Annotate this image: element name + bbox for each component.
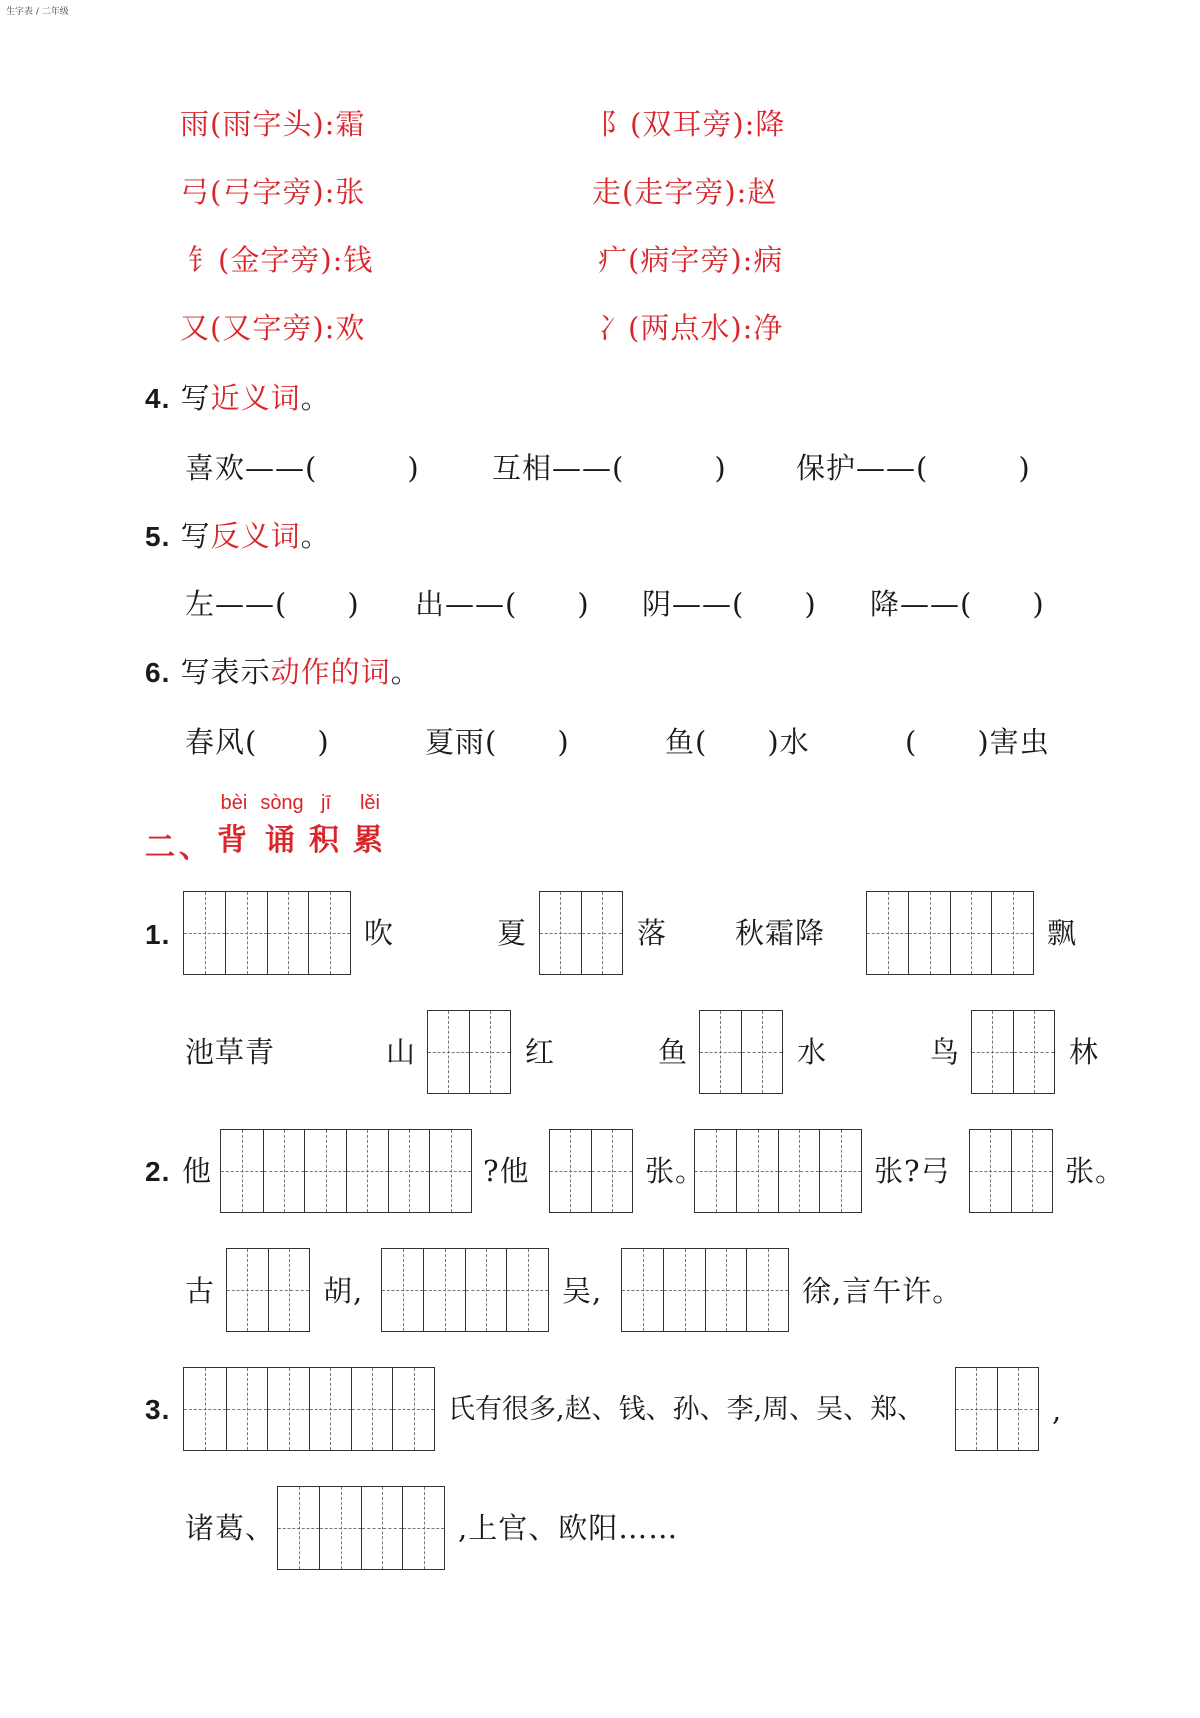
recite-text: 氏有很多,赵、钱、孙、李,周、吴、郑、 xyxy=(448,1394,925,1425)
recite-text: 飘 xyxy=(1047,916,1078,950)
recite-text: 张。 xyxy=(1065,1154,1126,1188)
writing-grid-4[interactable] xyxy=(183,891,351,975)
writing-grid-2[interactable] xyxy=(955,1367,1039,1451)
synonym-item: 互相——( ) xyxy=(492,451,727,485)
action-word-item: 鱼( )水 xyxy=(665,725,810,759)
recite-text: 吴, xyxy=(562,1274,603,1308)
antonym-item: 降——( ) xyxy=(870,587,1045,621)
recite-1-number: 1. xyxy=(145,919,171,950)
section-2-heading: bèi 背 sòng 诵 jī 积 lěi 累 xyxy=(217,792,387,858)
recite-text: 池草青 xyxy=(185,1035,276,1069)
synonym-item: 喜欢——( ) xyxy=(185,451,420,485)
section-2-prefix: 二、 xyxy=(145,830,213,865)
question-4-title: 4. 写近义词。 xyxy=(145,381,331,415)
radical-item: 弓(弓字旁):张 xyxy=(180,175,366,209)
antonym-item: 左——( ) xyxy=(185,587,360,621)
recite-text: 秋霜降 xyxy=(735,916,826,950)
writing-grid-4[interactable] xyxy=(277,1486,445,1570)
recite-text: 徐,言午许。 xyxy=(802,1274,963,1308)
recite-text: 林 xyxy=(1069,1035,1100,1069)
radical-item: 走(走字旁):赵 xyxy=(592,175,778,209)
recite-text: 诸葛、 xyxy=(185,1511,276,1545)
writing-grid-2[interactable] xyxy=(699,1010,783,1094)
question-5-title: 5. 写反义词。 xyxy=(145,519,331,553)
recite-2-number: 2. xyxy=(145,1156,171,1187)
recite-text: 他 xyxy=(182,1154,213,1188)
top-corner-mark: 生字表 / 二年级 xyxy=(6,7,69,17)
recite-text: 古 xyxy=(185,1274,216,1308)
radical-item: 又(又字旁):欢 xyxy=(180,311,366,345)
recite-text: 山 xyxy=(386,1035,417,1069)
synonym-item: 保护——( ) xyxy=(796,451,1031,485)
recite-text: 鱼 xyxy=(658,1035,689,1069)
radical-item: 雨(雨字头):霜 xyxy=(180,107,366,141)
radical-item: 冫(两点水):净 xyxy=(598,311,784,345)
recite-text: 张。 xyxy=(645,1154,706,1188)
radical-item: 阝(双耳旁):降 xyxy=(600,107,786,141)
recite-text: , xyxy=(1052,1393,1063,1427)
writing-grid-2[interactable] xyxy=(539,891,623,975)
antonym-item: 阴——( ) xyxy=(642,587,817,621)
writing-grid-4[interactable] xyxy=(866,891,1034,975)
recite-text: 夏 xyxy=(497,916,528,950)
recite-text: ?他 xyxy=(483,1154,530,1188)
radical-item: 钅(金字旁):钱 xyxy=(188,243,374,277)
writing-grid-2[interactable] xyxy=(971,1010,1055,1094)
writing-grid-2[interactable] xyxy=(427,1010,511,1094)
recite-text: 水 xyxy=(797,1035,828,1069)
recite-text: 鸟 xyxy=(930,1035,961,1069)
action-word-item: 夏雨( ) xyxy=(425,725,570,759)
writing-grid-2[interactable] xyxy=(549,1129,633,1213)
writing-grid-2[interactable] xyxy=(226,1248,310,1332)
recite-3-number: 3. xyxy=(145,1394,171,1425)
recite-text: ,上官、欧阳…… xyxy=(458,1511,679,1545)
recite-text: 胡, xyxy=(323,1274,364,1308)
recite-text: 张?弓 xyxy=(874,1154,951,1188)
writing-grid-4[interactable] xyxy=(621,1248,789,1332)
question-6-title: 6. 写表示动作的词。 xyxy=(145,655,421,689)
writing-grid-6[interactable] xyxy=(220,1129,472,1213)
recite-text: 落 xyxy=(637,916,668,950)
action-word-item: ( )害虫 xyxy=(905,725,1050,759)
recite-text: 红 xyxy=(525,1035,556,1069)
recite-text: 吹 xyxy=(364,916,395,950)
writing-grid-6[interactable] xyxy=(183,1367,435,1451)
writing-grid-2[interactable] xyxy=(969,1129,1053,1213)
antonym-item: 出——( ) xyxy=(415,587,590,621)
writing-grid-4[interactable] xyxy=(381,1248,549,1332)
action-word-item: 春风( ) xyxy=(185,725,330,759)
writing-grid-4[interactable] xyxy=(694,1129,862,1213)
radical-item: 疒(病字旁):病 xyxy=(598,243,784,277)
